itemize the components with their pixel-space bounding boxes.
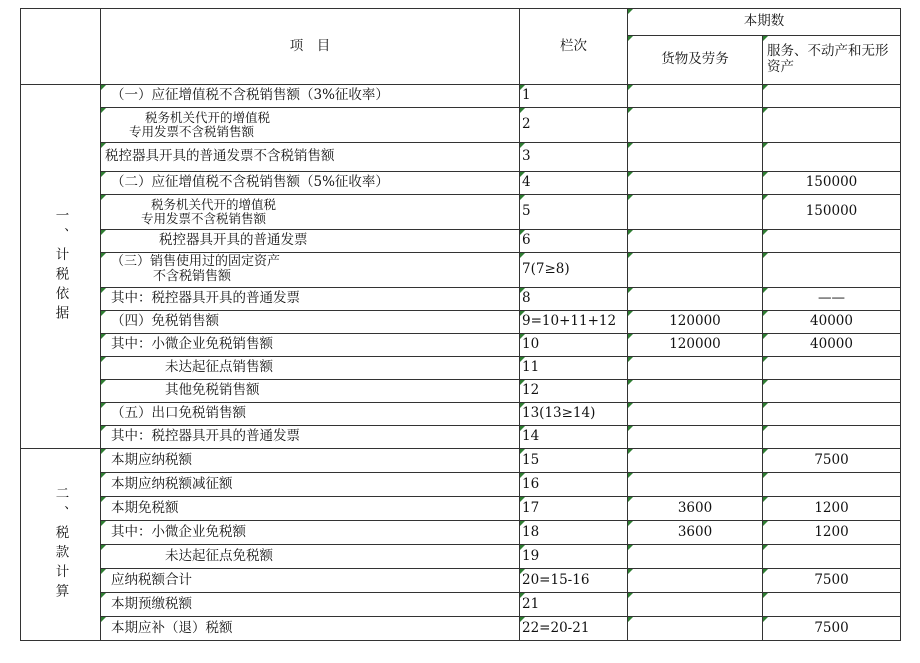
line-2: 2	[520, 108, 628, 143]
services-14	[763, 426, 901, 449]
goods-11	[628, 357, 763, 380]
services-6	[763, 230, 901, 253]
line-22: 22=20-21	[520, 617, 628, 641]
item-18: 其中：小微企业免税额	[101, 521, 520, 545]
header-item: 项 目	[101, 9, 520, 85]
tax-return-table	[20, 8, 901, 641]
services-19	[763, 545, 901, 569]
line-3: 3	[520, 143, 628, 172]
goods-20	[628, 569, 763, 593]
item-2-line1: 税务机关代开的增值税	[145, 109, 271, 125]
item-9: （四）免税销售额	[101, 311, 520, 334]
line-19: 19	[520, 545, 628, 569]
services-4: 150000	[763, 172, 901, 195]
item-2	[101, 108, 520, 143]
services-2	[763, 108, 901, 143]
item-7	[101, 253, 520, 288]
goods-3	[628, 143, 763, 172]
services-10: 40000	[763, 334, 901, 357]
line-9: 9=10+11+12	[520, 311, 628, 334]
item-19: 未达起征点免税额	[101, 545, 520, 569]
goods-19	[628, 545, 763, 569]
goods-16	[628, 473, 763, 497]
goods-4	[628, 172, 763, 195]
goods-5	[628, 195, 763, 230]
goods-7	[628, 253, 763, 288]
goods-10: 120000	[628, 334, 763, 357]
goods-6	[628, 230, 763, 253]
line-18: 18	[520, 521, 628, 545]
item-15: 本期应纳税额	[101, 449, 520, 473]
goods-12	[628, 380, 763, 403]
line-20: 20=15-16	[520, 569, 628, 593]
item-22: 本期应补（退）税额	[101, 617, 520, 641]
goods-8	[628, 288, 763, 311]
goods-2	[628, 108, 763, 143]
line-4: 4	[520, 172, 628, 195]
goods-22	[628, 617, 763, 641]
item-6: 税控器具开具的普通发票	[101, 230, 520, 253]
line-12: 12	[520, 380, 628, 403]
line-21: 21	[520, 593, 628, 617]
item-5-line1: 税务机关代开的增值税	[151, 196, 277, 212]
goods-18: 3600	[628, 521, 763, 545]
item-20: 应纳税额合计	[101, 569, 520, 593]
services-3	[763, 143, 901, 172]
item-13: （五）出口免税销售额	[101, 403, 520, 426]
goods-15	[628, 449, 763, 473]
goods-14	[628, 426, 763, 449]
line-13: 13(13≥14)	[520, 403, 628, 426]
goods-1	[628, 85, 763, 108]
item-17: 本期免税额	[101, 497, 520, 521]
line-17: 17	[520, 497, 628, 521]
category-calc	[21, 449, 101, 641]
line-14: 14	[520, 426, 628, 449]
services-12	[763, 380, 901, 403]
line-1: 1	[520, 85, 628, 108]
goods-17: 3600	[628, 497, 763, 521]
services-21	[763, 593, 901, 617]
header-goods: 货物及劳务	[628, 36, 763, 85]
category-basis	[21, 85, 101, 449]
item-5	[101, 195, 520, 230]
item-5-line2: 专用发票不含税销售额	[141, 211, 267, 226]
item-2-line2: 专用发票不含税销售额	[129, 124, 255, 139]
category-basis-label: 一、计税依据	[52, 208, 69, 325]
goods-13	[628, 403, 763, 426]
item-7-line2: 不含税销售额	[153, 269, 232, 284]
services-22: 7500	[763, 617, 901, 641]
item-12: 其他免税销售额	[101, 380, 520, 403]
line-11: 11	[520, 357, 628, 380]
services-16	[763, 473, 901, 497]
line-15: 15	[520, 449, 628, 473]
services-7	[763, 253, 901, 288]
item-11: 未达起征点销售额	[101, 357, 520, 380]
item-10: 其中：小微企业免税销售额	[101, 334, 520, 357]
services-8: ——	[763, 288, 901, 311]
services-20: 7500	[763, 569, 901, 593]
line-10: 10	[520, 334, 628, 357]
services-9: 40000	[763, 311, 901, 334]
header-line: 栏次	[520, 9, 628, 85]
services-13	[763, 403, 901, 426]
item-16: 本期应纳税额减征额	[101, 473, 520, 497]
line-6: 6	[520, 230, 628, 253]
services-11	[763, 357, 901, 380]
services-18: 1200	[763, 521, 901, 545]
item-1: （一）应征增值税不含税销售额（3%征收率）	[101, 85, 520, 108]
goods-9: 120000	[628, 311, 763, 334]
item-14: 其中：税控器具开具的普通发票	[101, 426, 520, 449]
goods-21	[628, 593, 763, 617]
services-17: 1200	[763, 497, 901, 521]
header-services: 服务、不动产和无形资产	[763, 36, 901, 85]
item-4: （二）应征增值税不含税销售额（5%征收率）	[101, 172, 520, 195]
item-8: 其中：税控器具开具的普通发票	[101, 288, 520, 311]
services-15: 7500	[763, 449, 901, 473]
services-1	[763, 85, 901, 108]
line-8: 8	[520, 288, 628, 311]
corner-cell	[21, 9, 101, 85]
item-7-line1: （三）销售使用过的固定资产	[111, 254, 281, 270]
services-5: 150000	[763, 195, 901, 230]
category-calc-label: 二、税款计算	[52, 486, 69, 603]
item-21: 本期预缴税额	[101, 593, 520, 617]
line-5: 5	[520, 195, 628, 230]
header-current-period: 本期数	[628, 9, 901, 36]
item-3: 税控器具开具的普通发票不含税销售额	[101, 143, 520, 172]
line-16: 16	[520, 473, 628, 497]
line-7: 7(7≥8)	[520, 253, 628, 288]
